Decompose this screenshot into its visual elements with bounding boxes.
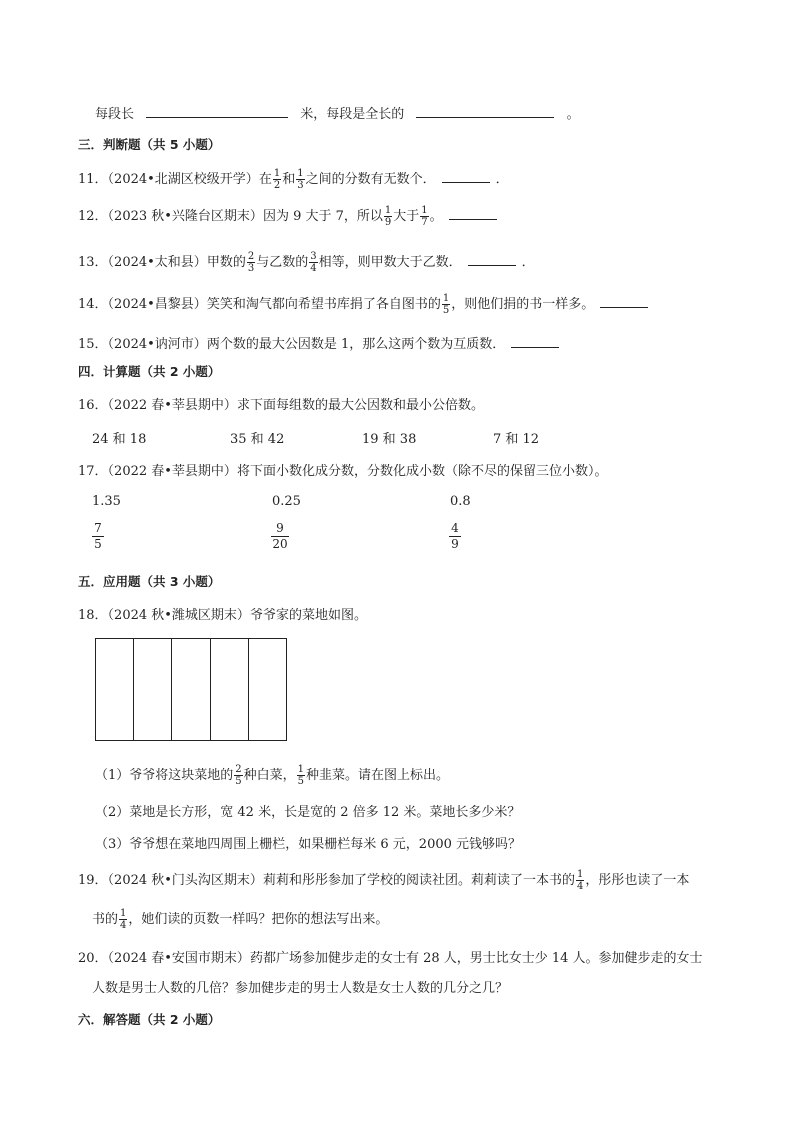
question-text: ，她们读的页数一样吗？把你的想法写出来。 [128, 912, 389, 927]
question-text: 。 [429, 209, 443, 224]
q16-item: 19 和 38 [362, 432, 417, 447]
question-text: 书的 [92, 912, 119, 927]
question-text: 药都广场参加健步走的女士有 28 人，男士比女士少 14 人。参加健步走的女士 [249, 951, 703, 966]
question-source: （2024 春•安国市期末） [107, 951, 250, 966]
question-text: 甲数的 [206, 255, 246, 270]
top-line-mid: 米，每段是全长的 [300, 107, 405, 122]
question-text: 求下面每组数的最大公因数和最小公倍数。 [236, 398, 484, 413]
question-text: 笑笑和淘气都向希望书库捐了各自图书的 [206, 297, 441, 312]
question-text: 大于 [393, 209, 420, 224]
fraction: $\frac{1}{7}$ [421, 205, 428, 228]
question-number: 18． [78, 608, 108, 623]
q18-part-3: （3）爷爷想在菜地四周围上栅栏，如果栅栏每米 6 元，2000 元钱够吗？ [95, 837, 522, 852]
section-heading-answers: 六．解答题（共 2 小题） [78, 1012, 221, 1027]
question-text: 之间的分数有无数个． [305, 172, 436, 187]
answer-blank[interactable] [442, 181, 490, 183]
question-text: 种白菜， [243, 768, 296, 783]
answer-blank[interactable] [468, 264, 516, 266]
question-text: 爷爷家的菜地如图。 [249, 608, 367, 623]
section-heading-judgement: 三．判断题（共 5 小题） [78, 137, 221, 152]
fraction: $\frac{1}{3}$ [297, 168, 304, 191]
question-text: （1）爷爷将这块菜地的 [95, 768, 234, 783]
question-text: 和 [282, 172, 296, 187]
question-text: ，则他们捐的书一样多。 [451, 297, 595, 312]
question-number: 19． [78, 873, 108, 888]
fraction: $\frac{1}{9}$ [384, 205, 392, 228]
question-19-line-2 [92, 908, 388, 931]
section-heading-application: 五．应用题（共 3 小题） [78, 574, 221, 589]
answer-blank[interactable] [511, 346, 559, 348]
question-text: 在 [258, 172, 272, 187]
question-text: 因为 9 大于 7，所以 [262, 209, 383, 224]
question-text: 种韭菜。请在图上标出。 [306, 768, 450, 783]
q17-decimal: 1.35 [92, 494, 121, 509]
question-18 [78, 604, 367, 623]
question-19 [78, 869, 689, 892]
plot-section[interactable] [134, 639, 172, 740]
question-text: 两个数的最大公因数是 1，那么这两个数为互质数． [206, 337, 506, 352]
question-number: 15． [78, 337, 108, 352]
question-20 [78, 947, 703, 966]
fraction: $\frac{2}{3}$ [247, 251, 255, 274]
question-text: 与乙数的 [256, 255, 309, 270]
answer-blank[interactable] [146, 116, 288, 118]
answer-blank[interactable] [600, 306, 648, 308]
top-line-end: 。 [566, 107, 580, 122]
question-number: 14． [78, 297, 108, 312]
question-text: 莉莉和彤彤参加了学校的阅读社团。莉莉读了一本书的 [262, 873, 575, 888]
plot-section[interactable] [96, 639, 134, 740]
question-12 [78, 205, 503, 228]
question-source: （2023 秋•兴隆台区期末） [107, 209, 263, 224]
q17-fraction: 7 5 [92, 521, 104, 552]
plot-section[interactable] [249, 639, 286, 740]
question-number: 11． [78, 172, 108, 187]
question-source: （2024•昌黎县） [107, 297, 207, 312]
q16-item: 24 和 18 [92, 432, 147, 447]
q16-item: 7 和 12 [493, 432, 540, 447]
plot-section[interactable] [172, 639, 210, 740]
question-text: 将下面小数化成分数，分数化成小数（除不尽的保留三位小数）。 [236, 464, 608, 479]
question-source: （2022 春•莘县期中） [107, 464, 237, 479]
question-source: （2022 春•莘县期中） [107, 398, 237, 413]
question-15 [78, 333, 565, 352]
q17-fraction: 9 20 [272, 521, 288, 551]
question-16 [78, 394, 484, 413]
question-text: ． [521, 255, 535, 270]
question-number: 16． [78, 398, 108, 413]
question-text: ． [495, 172, 509, 187]
fraction: $\frac{1}{5}$ [297, 764, 305, 787]
question-13 [78, 251, 535, 274]
q17-decimal: 0.8 [450, 494, 471, 509]
question-source: （2024•北湖区校级开学） [107, 172, 259, 187]
top-line-prefix: 每段长 [95, 107, 135, 122]
question-14 [78, 293, 654, 316]
top-line [95, 103, 580, 122]
fraction: $\frac{3}{4}$ [310, 251, 317, 274]
question-number: 13． [78, 255, 108, 270]
question-source: （2024•太和县） [107, 255, 207, 270]
section-heading-calculation: 四．计算题（共 2 小题） [78, 364, 221, 379]
question-source: （2024•讷河市） [107, 337, 207, 352]
q16-item: 35 和 42 [230, 432, 285, 447]
fraction: $\frac{1}{2}$ [273, 168, 281, 191]
question-number: 17． [78, 464, 108, 479]
question-source: （2024 秋•门头沟区期末） [107, 873, 263, 888]
answer-blank[interactable] [416, 116, 554, 118]
fraction: $\frac{1}{4}$ [120, 908, 127, 931]
fraction: $\frac{1}{4}$ [576, 869, 584, 892]
question-source: （2024 秋•潍城区期末） [107, 608, 250, 623]
question-text: 相等，则甲数大于乙数． [318, 255, 462, 270]
question-17 [78, 460, 607, 479]
question-11 [78, 168, 509, 191]
question-text: ，彤彤也读了一本 [585, 873, 690, 888]
vegetable-plot-diagram[interactable] [95, 638, 287, 741]
q18-part-2: （2）菜地是长方形，宽 42 米，长是宽的 2 倍多 12 米。菜地长多少米？ [95, 805, 521, 820]
q18-part-1 [95, 764, 449, 787]
q17-decimal: 0.25 [272, 494, 301, 509]
plot-section[interactable] [211, 639, 249, 740]
answer-blank[interactable] [449, 218, 497, 220]
question-20-line-2: 人数是男士人数的几倍？参加健步走的男士人数是女士人数的几分之几？ [92, 981, 509, 996]
q17-fraction: 4 9 [449, 521, 461, 552]
fraction: $\frac{1}{5}$ [442, 293, 450, 316]
question-number: 12． [78, 209, 108, 224]
fraction: $\frac{2}{5}$ [235, 764, 242, 787]
question-number: 20． [78, 951, 108, 966]
